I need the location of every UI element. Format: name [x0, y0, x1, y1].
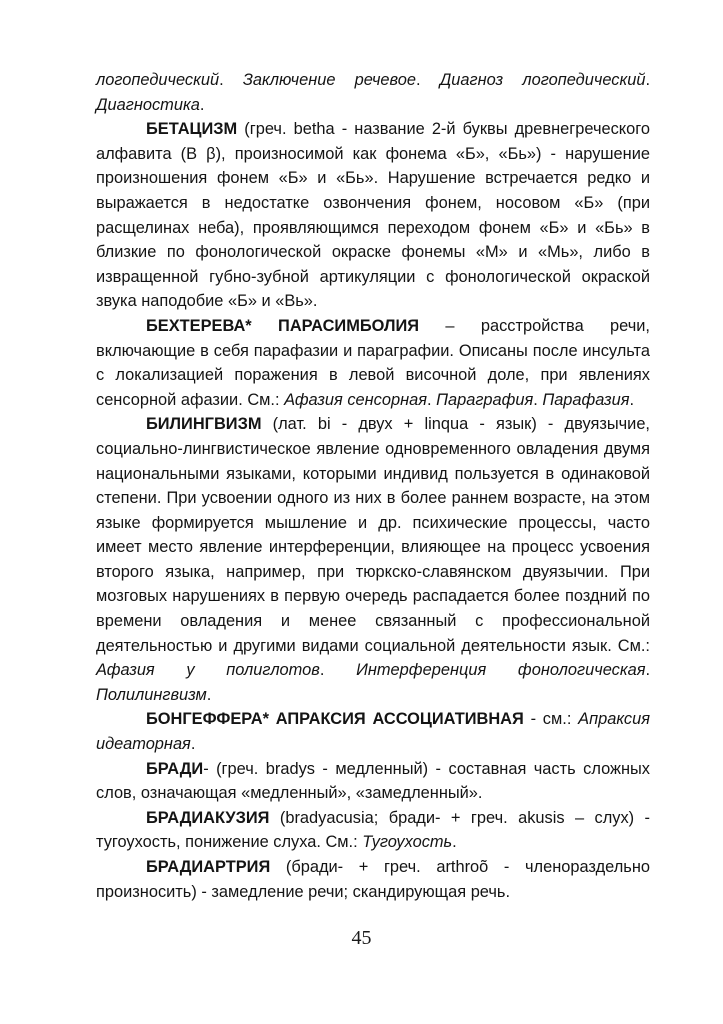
cross-reference: Апраксия идеаторная [96, 710, 650, 754]
entry-definition: (бради- + греч. arthroõ - членораздельно произносить) - замедление речи; скандирующая речь. [96, 858, 650, 901]
terminal-period: . [206, 685, 212, 704]
entry-definition: (греч. betha - название 2-й буквы древнегреческого алфавита (В β), произносимой как фонема «Б», «Бь») - нарушение произношения фонем «Б» и «Бь». Нарушение встречается редко и выражается в недостатке озвончения фонем, носовом «Б» (при расщелинах неба), проявляющимся переходом фонем «Б» и «Бь» в близкие по фонологической окраске фонемы «М» и «Мь», либо в извращенной губно-зубной артикуляции с фонологической окраской звука наподобие «Б» и «Вь». [96, 120, 650, 311]
terminal-period: . [190, 735, 196, 754]
page-number: 45 [351, 927, 372, 949]
cross-reference: Диагноз логопедический [439, 71, 646, 89]
entry-bilingualism [96, 412, 650, 707]
separator: . [533, 390, 543, 409]
separator: . [415, 71, 440, 89]
cross-reference: Афазия у полиглотов [96, 661, 320, 680]
entry-definition: - (греч. bradys - медленный) - составная часть сложных слов, означающая «медленный», «замедленный». [96, 759, 650, 803]
separator: . [426, 390, 437, 409]
cross-reference: Диагностика [96, 95, 200, 114]
entry-definition: - см.: [523, 710, 579, 729]
entry-bradyacusia [96, 806, 650, 855]
cross-reference: Полилингвизм [96, 685, 207, 704]
entry-bradyarthria [96, 855, 650, 904]
cross-reference: Заключение речевое [242, 71, 416, 89]
separator: . [319, 661, 357, 680]
entry-betacism [96, 117, 650, 314]
entry-term: БРАДИАКУЗИЯ [146, 808, 270, 827]
separator: . [645, 71, 650, 89]
entry-term: БЕХТЕРЕВА* ПАРАСИМБОЛИЯ [146, 316, 420, 335]
entry-bradi [96, 757, 650, 806]
terminal-period: . [629, 390, 635, 409]
entry-bonhoeffer-apraxia [96, 707, 650, 756]
entry-definition: (bradyacusia; бради- + греч. akusis – слух) - тугоухость, понижение слуха. См.: [96, 808, 650, 852]
separator: . [219, 71, 243, 89]
entry-term: БРАДИ [146, 759, 204, 778]
entry-term: БРАДИАРТРИЯ [146, 858, 271, 876]
terminal-period: . [452, 833, 457, 852]
cross-reference: Парафазия [542, 390, 630, 409]
cross-reference: Тугоухость [362, 833, 453, 852]
cross-reference: логопедический [96, 71, 220, 89]
separator: . [645, 661, 651, 680]
entry-bekhterev-parasymbolia [96, 314, 650, 412]
cross-reference: Афазия сенсорная [284, 390, 427, 409]
entry-continuation [96, 68, 650, 117]
entry-term: БЕТАЦИЗМ [146, 120, 238, 139]
cross-reference: Параграфия [436, 390, 534, 409]
entry-term: БОНГЕФФЕРА* АПРАКСИЯ АССОЦИАТИВНАЯ [146, 710, 524, 729]
entry-term: БИЛИНГВИЗМ [146, 415, 262, 434]
entry-definition: (лат. bi - двух + linqua - язык) - двуязычие, социально-лингвистическое явление одновременного овладения двумя национальными языками, которыми индивид пользуется в одинаковой степени. При усвоении одного из них в более раннем возрасте, на этом языке формируется мышление и др. психические процессы, часто имеет место явление интерференции, влияющее на процесс усвоения второго языка, например, при тюркско-славянском двуязычии. При мозговых нарушениях в первую очередь распадается более поздний по времени овладения и менее связанный с профессиональной деятельностью и другими видами социальной деятельности язык. См.: [96, 415, 650, 655]
document-page [96, 68, 650, 904]
terminal-period: . [199, 95, 205, 114]
cross-reference: Интерференция фонологическая [356, 661, 646, 680]
entry-definition: – расстройства речи, включающие в себя парафазии и параграфии. Описаны после инсульта с локализацией поражения в левой височной доле, при явлениях сенсорной афазии. См.: [96, 316, 650, 409]
